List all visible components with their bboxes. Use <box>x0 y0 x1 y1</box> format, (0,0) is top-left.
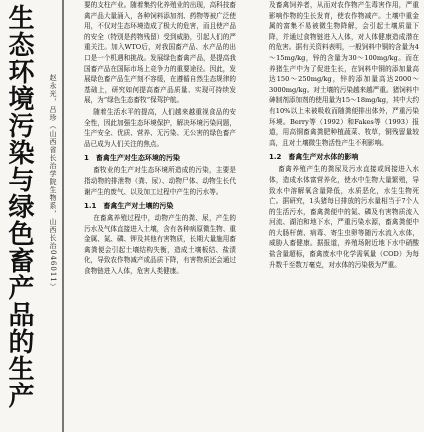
article-byline: 赵永光，吕珍（山西省长治学院生物系，山西长治046011） <box>49 74 57 291</box>
section-heading: 1.2 畜禽生产对水体的影响 <box>269 153 359 162</box>
paragraph: 及畜禽饲养者，从而对农作物产生毒害作用，严重影响作物的生长发育，使农作物减产。土壤中重金属的富集不易被微生物降解，会引起土壤质量下降，并通过食物链进入人体，对人体健康造成潜在的危害。据有关资料表明，一般饲料中铜的含量为4～15mg/kg，锌的含量为30～100mg/kg。而在养猪生产中为了促进生长，在饲料中铜的添加量高达150～250mg/kg，锌的添加量高达2000～3000mg/kg。对土壤的污染越来越严重。猪饲料中砷制剂添加剂的使用量为15～18mg/kg，其中大约有10%以上未被吸收而随粪便排出体外，严重污染环境。Berry等（1992）和Fakes等（1993）报道，用高铜畜禽粪肥种植蔬菜、牧草，铜残留量较高，且对土壤微生物活性产生不利影响。 <box>269 1 419 147</box>
section-heading: 1.1 畜禽生产对土壤的污染 <box>84 202 174 211</box>
title-divider <box>62 0 64 432</box>
paragraph: 畜牧业的生产对生态环境所造成的污染，主要是指动物的排泄物（粪、尿）、动物尸体、动物生长代谢产生的废气、以及加工过程中产生的污水等。 <box>84 166 236 196</box>
text-column-left <box>84 0 236 432</box>
paragraph: 要的支柱产业。随着集约化养殖业的出现，高科技畜禽产品大量涌入，各种饲料添加剂、药物等被广泛使用，不仅对生态环境造成了极大的危害，而且使产品的安全（特别是药物残留）受到威胁，引起人们的严重关注。加入WTO后，对我国畜产品、水产品的出口是一个机遇和挑战。发展绿色畜禽产品，是提高我国畜产品在国际市场上竞争力的重要途径。因此，发展绿色畜产品生产刻不容缓，在遵循自然生态规律的基础上，研究如何提高畜产品质量、实现可持续发展，为“绿色生态畜牧”保驾护航。 <box>84 1 236 105</box>
paragraph: 在畜禽养殖过程中，动物产生的粪、尿，产生的污水及气体直接进入土壤，含有各种病原微生物、重金属、氮、磷、钾及其他有害物质，长期大量施用畜禽粪便会引起土壤结构失衡，造成土壤板结、盐渍化，导致农作物减产或品质下降，有害物质还会通过食物链进入人体，危害人类健康。 <box>84 214 236 276</box>
text-column-right <box>269 0 419 432</box>
section-heading: 1 畜禽生产对生态环境的污染 <box>84 154 180 163</box>
paragraph: 随着生活水平的提高，人们越来越重视食品的安全性，因此加强生态环境保护，解决环境污染问题，生产安全、优质、营养、无污染、无公害的绿色畜产品已成为人们关注的焦点。 <box>84 107 236 148</box>
article-title: 生态环境污染与绿色畜产品的生产 <box>4 4 34 409</box>
paragraph: 畜禽养殖产生的粪尿及污水直接或间接进入水体，造成水体富营养化，使水中生物大量繁殖，导致水中溶解氧含量降低，水质恶化，水生生物死亡。据研究，1头猪每日排放的污水量相当于7个人的生活污水，畜禽粪便中的氮、磷及有害物质流入河流、湖泊和地下水，严重污染水源，畜禽粪便中的大肠杆菌、病毒、寄生虫卵等随污水流入水体，威胁人畜健康。据报道，养殖场附近地下水中硝酸盐含量超标，畜禽废水中化学需氧量（COD）为每升数千至数万毫克，对水体的污染极为严重。 <box>269 165 419 269</box>
